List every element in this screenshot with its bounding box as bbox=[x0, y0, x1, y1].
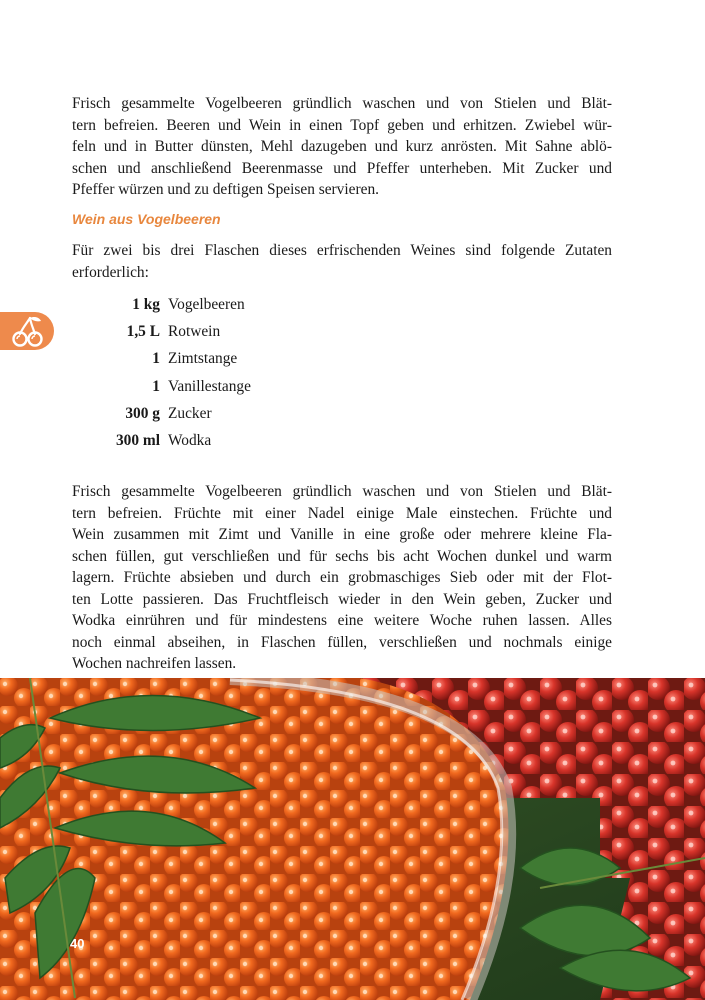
text-line: Frisch gesammelte Vogelbeeren gründlich waschen und von Stielen und Blät- bbox=[72, 483, 612, 500]
ingredient-name: Rotwein bbox=[168, 322, 221, 340]
ingredient-name: Vogelbeeren bbox=[168, 295, 245, 313]
text-line: noch einmal abseihen, in Flaschen füllen, verschließen und nochmals einige bbox=[72, 633, 612, 651]
ingredient-row bbox=[72, 318, 472, 345]
intro-paragraph bbox=[72, 240, 612, 283]
text-line: Frisch gesammelte Vogelbeeren gründlich waschen und von Stielen und Blät- bbox=[72, 95, 612, 112]
ingredient-list bbox=[72, 291, 472, 455]
page-number: 40 bbox=[70, 936, 85, 951]
text-line: Für zwei bis drei Flaschen dieses erfrischenden Weines sind folgende Zutaten bbox=[72, 242, 612, 259]
ingredient-name: Zimtstange bbox=[168, 350, 238, 368]
recipe-paragraph-2 bbox=[72, 481, 612, 675]
text-line: schen füllen, gut verschließen und für sechs bis acht Wochen dunkel und warm bbox=[72, 547, 612, 565]
ingredient-quantity: 1 kg bbox=[132, 295, 160, 313]
text-line: Wochen nachreifen lassen. bbox=[72, 655, 237, 672]
ingredient-row bbox=[72, 373, 472, 400]
ingredient-row bbox=[72, 400, 472, 427]
text-line: Wodka einrühren und für mindestens eine weitere Woche ruhen lassen. Alles bbox=[72, 612, 612, 629]
text-line: Wein zusammen mit Zimt und Vanille in eine große oder mehrere kleine Fla- bbox=[72, 526, 612, 543]
text-line: tern befreien. Beeren und Wein in einen Topf geben und erhitzen. Zwiebel wür- bbox=[72, 116, 612, 134]
text-line: feln und in Butter dünsten, Mehl dazugeben und kurz anrösten. Mit Sahne ablö- bbox=[72, 138, 612, 155]
ingredient-quantity: 1 bbox=[152, 377, 160, 395]
ingredient-quantity: 1 bbox=[152, 350, 160, 368]
ingredient-name: Zucker bbox=[168, 404, 212, 422]
ingredient-name: Wodka bbox=[168, 432, 212, 450]
text-line: schen und anschließend Beerenmasse und Pfeffer unterheben. Mit Zucker und bbox=[72, 159, 612, 177]
ingredient-quantity: 300 g bbox=[125, 404, 160, 422]
text-line: tern befreien. Früchte mit einer Nadel einige Male einstechen. Früchte und bbox=[72, 504, 612, 522]
ingredient-quantity: 300 ml bbox=[115, 432, 160, 450]
chapter-tab bbox=[0, 312, 54, 350]
ingredient-row bbox=[72, 427, 472, 454]
text-line: lagern. Früchte absieben und durch ein grobmaschiges Sieb oder mit der Flot- bbox=[72, 569, 612, 586]
recipe-paragraph-1 bbox=[72, 93, 612, 201]
ingredient-name: Vanillestange bbox=[168, 377, 251, 395]
ingredient-row bbox=[72, 346, 472, 373]
rowan-berries-illustration bbox=[0, 678, 705, 1000]
ingredient-row bbox=[72, 291, 472, 318]
rowan-berries-photo bbox=[0, 678, 705, 1000]
cherries-icon bbox=[10, 314, 46, 348]
recipe-subheading: Wein aus Vogelbeeren bbox=[72, 211, 221, 227]
ingredient-quantity: 1,5 L bbox=[126, 322, 160, 340]
text-line: ten Lotte passieren. Das Fruchtfleisch wieder in den Wein geben, Zucker und bbox=[72, 590, 612, 608]
text-line: erforderlich: bbox=[72, 263, 149, 281]
text-line: Pfeffer würzen und zu deftigen Speisen servieren. bbox=[72, 181, 379, 198]
